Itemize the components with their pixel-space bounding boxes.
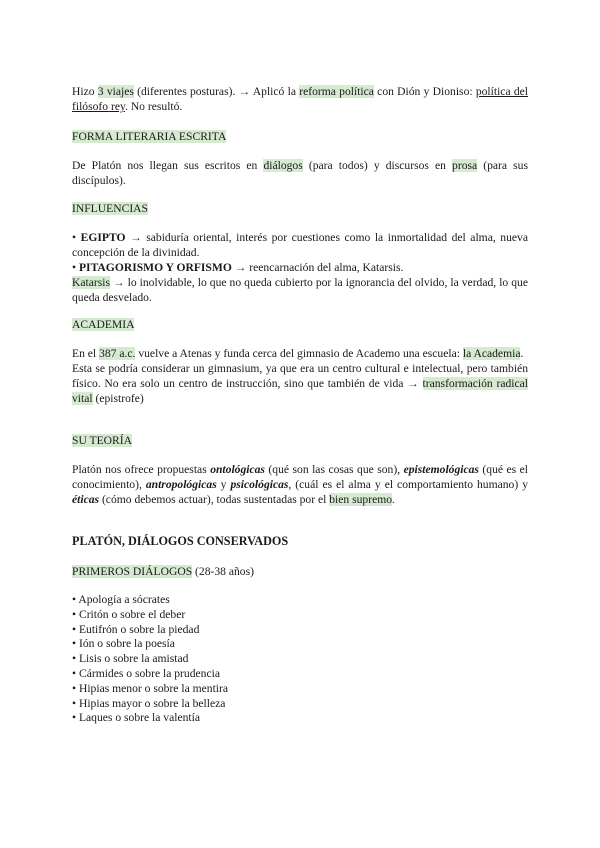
- list-item: • Lisis o sobre la amistad: [72, 652, 189, 666]
- text: con Dión y Dioniso:: [373, 85, 476, 98]
- text: (epistrofe): [92, 392, 144, 405]
- section-heading-forma: [72, 129, 528, 144]
- highlight-bien-supremo: bien supremo: [329, 493, 393, 506]
- list-item: • Ión o sobre la poesía: [72, 637, 175, 651]
- text: Platón nos ofrece propuestas: [72, 463, 211, 476]
- influencia-pitagorismo: [72, 260, 528, 275]
- term-psicologicas: psicológicas: [230, 478, 289, 491]
- term-ontologicas: ontológicas: [210, 463, 265, 476]
- text: En el: [72, 347, 100, 360]
- text: → lo inolvidable, lo que no queda cubierto por la ignorancia del olvido, la verdad, lo que queda desvelado.: [72, 276, 528, 304]
- academia-paragraph-1: [72, 346, 528, 361]
- text: .: [520, 347, 524, 360]
- heading-text: FORMA LITERARIA ESCRITA: [72, 130, 227, 143]
- label-pitagorismo: PITAGORISMO Y ORFISMO: [78, 261, 232, 274]
- term-eticas: éticas: [72, 493, 100, 506]
- bullet: •: [72, 261, 79, 274]
- text: (qué es el conocimiento),: [72, 463, 529, 491]
- heading-text: SU TEORÍA: [72, 434, 133, 447]
- text: Hizo: [72, 85, 98, 98]
- text: (diferentes posturas). → Aplicó la: [133, 85, 300, 98]
- highlight-katarsis: Katarsis: [72, 276, 110, 289]
- list-item: • Hipias mayor o sobre la belleza: [72, 696, 226, 710]
- influencias-block: [72, 230, 528, 305]
- age-range: (28-38 años): [192, 565, 254, 578]
- influencia-egipto: [72, 230, 528, 260]
- highlight-academia: la Academia: [462, 347, 521, 360]
- text: Esta se podría considerar un gimnasium, ya que era un centro cultural e intelectual, pero también físico. No era solo un centro de instrucción, sino que también de vida →: [72, 362, 528, 390]
- list-item: • Eutifrón o sobre la piedad: [72, 622, 200, 636]
- underlined-politica: política del filósofo rey: [72, 85, 529, 113]
- list-item: • Hipias menor o sobre la mentira: [72, 681, 229, 695]
- text: . No resultó.: [125, 100, 183, 113]
- teoria-paragraph: [72, 462, 528, 507]
- term-antropologicas: antropológicas: [145, 478, 217, 491]
- list-item: • Cármides o sobre la prudencia: [72, 666, 220, 680]
- heading-text: INFLUENCIAS: [72, 202, 149, 215]
- list-item: • Critón o sobre el deber: [72, 607, 186, 621]
- text: → reencarnación del alma, Katarsis.: [231, 261, 404, 274]
- section-heading-influencias: [72, 201, 528, 216]
- text: (para todos) y discursos en: [302, 159, 453, 172]
- primeros-dialogos-heading: [72, 564, 528, 579]
- section-heading-teoria: [72, 433, 528, 448]
- text: → sabiduría oriental, interés por cuestiones como la inmortalidad del alma, nueva concepción de la divinidad.: [72, 231, 528, 259]
- highlight-primeros-dialogos: PRIMEROS DIÁLOGOS: [72, 565, 193, 578]
- highlight-dialogos: diálogos: [263, 159, 303, 172]
- influencia-katarsis: [72, 275, 528, 305]
- bullet: •: [72, 231, 81, 244]
- highlight-reforma: reforma política: [299, 85, 374, 98]
- highlight-transformacion: transformación radical vital: [72, 377, 528, 405]
- text: (para sus discípulos).: [72, 159, 528, 187]
- highlight-prosa: prosa: [452, 159, 478, 172]
- forma-paragraph: [72, 158, 528, 188]
- heading-text: ACADEMIA: [72, 318, 135, 331]
- academia-paragraph-2: [72, 361, 528, 406]
- text: (qué son las cosas que son),: [264, 463, 404, 476]
- text: vuelve a Atenas y funda cerca del gimnasio de Academo una escuela:: [135, 347, 463, 360]
- highlight-viajes: 3 viajes: [97, 85, 134, 98]
- text: y: [216, 478, 231, 491]
- list-item: • Laques o sobre la valentía: [72, 711, 201, 725]
- section-heading-academia: [72, 317, 528, 332]
- text: , (cuál es el alma y el comportamiento humano) y: [288, 478, 528, 491]
- text: De Platón nos llegan sus escritos en: [72, 159, 264, 172]
- academia-block: [72, 346, 528, 406]
- label-egipto: EGIPTO: [80, 231, 126, 244]
- list-item: • Apología a sócrates: [72, 593, 170, 606]
- dialogos-list: [72, 593, 528, 726]
- intro-paragraph: [72, 84, 528, 114]
- dialogos-title: PLATÓN, DIÁLOGOS CONSERVADOS: [72, 534, 289, 548]
- highlight-year: 387 a.c.: [99, 347, 136, 360]
- text: .: [392, 493, 395, 506]
- term-epistemologicas: epistemológicas: [403, 463, 479, 476]
- text: (cómo debemos actuar), todas sustentadas por el: [99, 493, 330, 506]
